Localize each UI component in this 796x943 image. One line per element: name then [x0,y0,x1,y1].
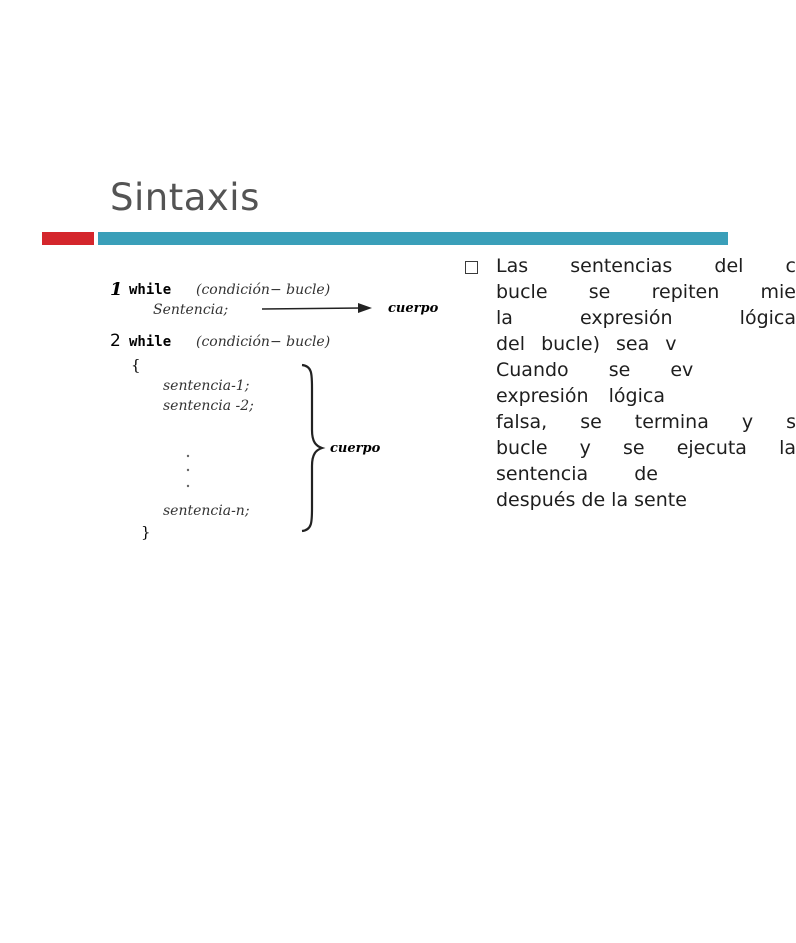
statement-1: sentencia-1; [163,378,250,394]
condition-1: (condición− bucle) [196,282,331,298]
bullet-line-8: bucle y se ejecuta la [496,437,796,459]
arrow-head-icon [358,303,372,313]
ellipsis-dot-2 [187,469,189,471]
slide-title: Sintaxis [110,176,260,219]
statement-2: sentencia -2; [163,398,254,414]
arrow-line [262,308,362,309]
while-keyword-2: while [129,334,172,350]
title-accent-teal-bar [98,232,728,245]
bullet-line-10: después de la sente [496,489,687,511]
cuerpo-label-1: cuerpo [388,301,439,316]
open-brace: { [131,356,141,374]
bullet-line-4: del bucle) sea v [496,333,677,355]
bullet-line-5: Cuando se ev [496,359,694,381]
while-syntax-figure [0,270,460,550]
bullet-line-2: bucle se repiten mie [496,281,796,303]
figure-number-1: 1 [110,279,123,300]
bullet-line-6: expresión lógica [496,385,665,407]
ellipsis-dot-3 [187,485,189,487]
bullet-line-3: la expresión lógica [496,307,796,329]
bullet-line-9: sentencia de [496,463,658,485]
statement-n: sentencia-n; [163,503,250,519]
square-bullet-icon [465,261,478,274]
bullet-line-1: Las sentencias del c [496,255,796,277]
while-keyword-1: while [129,282,172,298]
condition-2: (condición− bucle) [196,334,331,350]
title-accent-red-bar [42,232,94,245]
sentencia-line: Sentencia; [153,302,229,318]
figure-number-2: 2 [110,331,121,351]
ellipsis-dot-1 [187,455,189,457]
bullet-paragraph [496,253,796,513]
close-brace: } [141,523,151,541]
cuerpo-label-2: cuerpo [330,441,381,456]
bullet-line-7: falsa, se termina y s [496,411,796,433]
large-brace-icon [302,365,322,531]
